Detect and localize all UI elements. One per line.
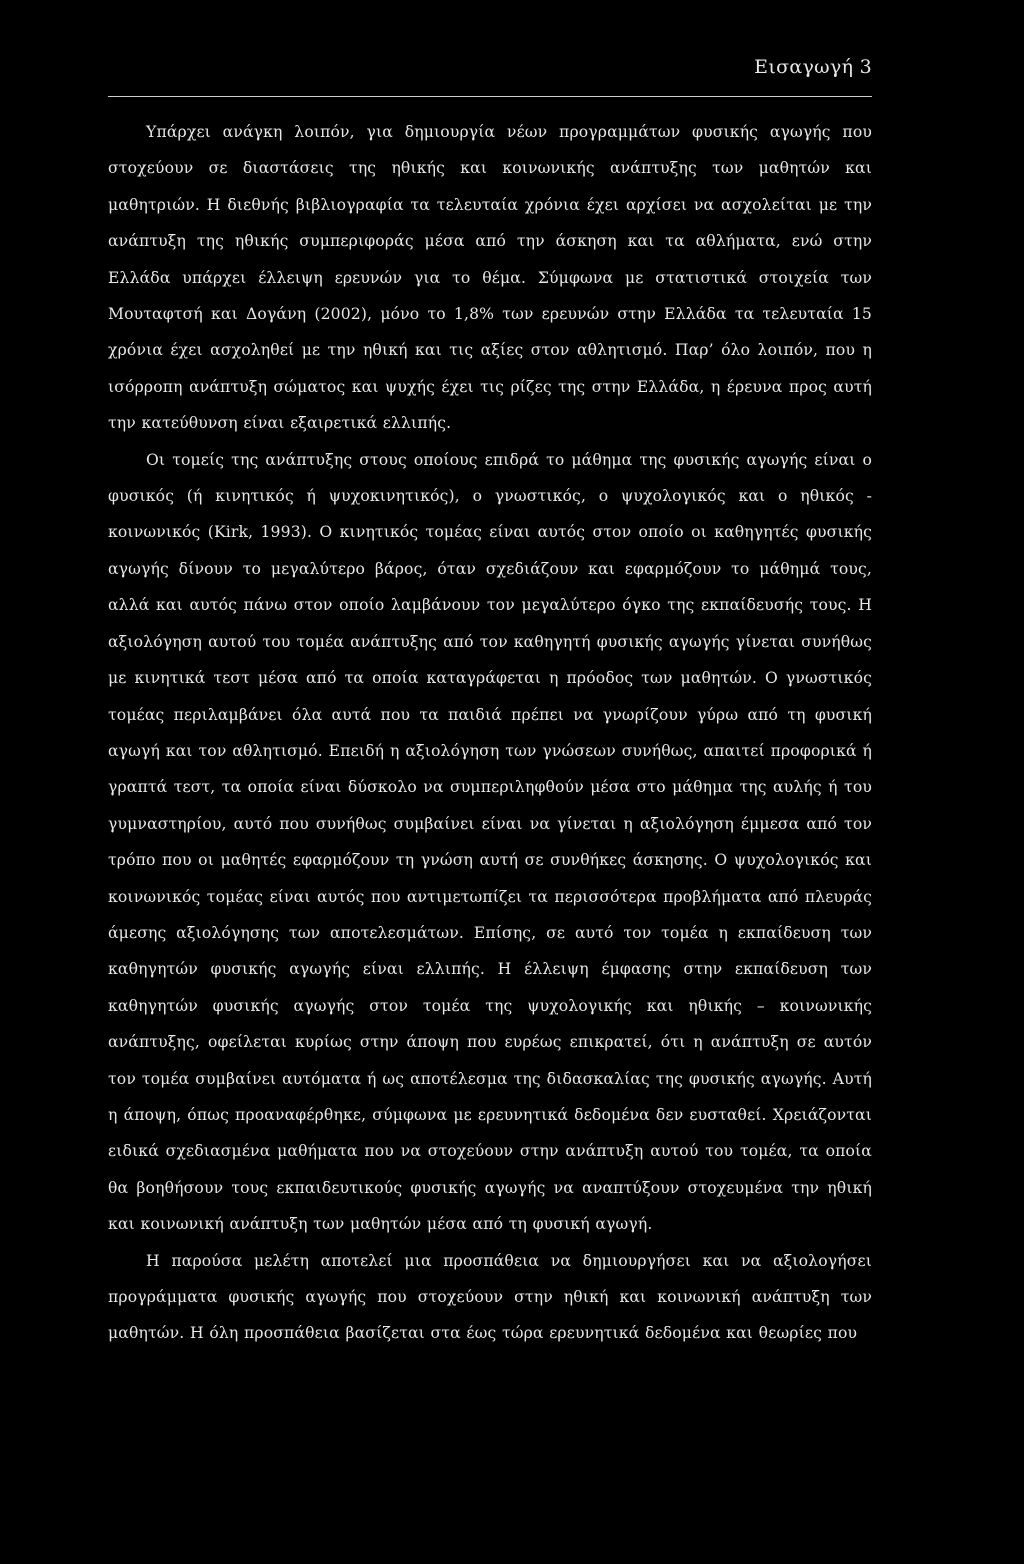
body-text (108, 114, 872, 1352)
paragraph: Υπάρχει ανάγκη λοιπόν, για δημιουργία νέων προγραμμάτων φυσικής αγωγής που στοχεύουν σε διαστάσεις της ηθικής και κοινωνικής ανάπτυξης των μαθητών και μαθητριών. Η διεθνής βιβλιογραφία τα τελευταία χρόνια έχει αρχίσει να ασχολείται με την ανάπτυξη της ηθικής συμπεριφοράς μέσα από την άσκηση και τα αθλήματα, ενώ στην Ελλάδα υπάρχει έλλειψη ερευνών για το θέμα. Σύμφωνα με στατιστικά στοιχεία των Μουταφτσή και Δογάνη (2002), μόνο το 1,8% των ερευνών στην Ελλάδα τα τελευταία 15 χρόνια έχει ασχοληθεί με την ηθική και τις αξίες στον αθλητισμό. Παρ’ όλο λοιπόν, που η ισόρροπη ανάπτυξη σώματος και ψυχής έχει τις ρίζες της στην Ελλάδα, η έρευνα προς αυτή την κατεύθυνση είναι εξαιρετικά ελλιπής. (108, 123, 872, 433)
page-header (108, 56, 872, 90)
paragraph: Οι τομείς της ανάπτυξης στους οποίους επιδρά το μάθημα της φυσικής αγωγής είναι ο φυσικός (ή κινητικός ή ψυχοκινητικός), ο γνωστικός, ο ψυχολογικός και ο ηθικός - κοινωνικός (Kirk, 1993). Ο κινητικός τομέας είναι αυτός στον οποίο οι καθηγητές φυσικής αγωγής δίνουν το μεγαλύτερο βάρος, όταν σχεδιάζουν και εφαρμόζουν το μάθημά τους, αλλά και αυτός πάνω στον οποίο λαμβάνουν τον μεγαλύτερο όγκο της εκπαίδευσής τους. Η αξιολόγηση αυτού του τομέα ανάπτυξης από τον καθηγητή φυσικής αγωγής γίνεται συνήθως με κινητικά τεστ μέσα από τα οποία καταγράφεται η πρόοδος των μαθητών. Ο γνωστικός τομέας περιλαμβάνει όλα αυτά που τα παιδιά πρέπει να γνωρίζουν γύρω από τη φυσική αγωγή και τον αθλητισμό. Επειδή η αξιολόγηση των γνώσεων συνήθως, απαιτεί προφορικά ή γραπτά τεστ, τα οποία είναι δύσκολο να συμπεριληφθούν μέσα στο μάθημα της αυλής ή του γυμναστηρίου, αυτό που συνήθως συμβαίνει είναι να γίνεται η αξιολόγηση έμμεσα από τον τρόπο που οι μαθητές εφαρμόζουν τη γνώση αυτή σε συνθήκες άσκησης. Ο ψυχολογικός και κοινωνικός τομέας είναι αυτός που αντιμετωπίζει τα περισσότερα προβλήματα από πλευράς άμεσης αξιολόγησης των αποτελεσμάτων. Επίσης, σε αυτό τον τομέα η εκπαίδευση των καθηγητών φυσικής αγωγής είναι ελλιπής. Η έλλειψη έμφασης στην εκπαίδευση των καθηγητών φυσικής αγωγής στον τομέα της ψυχολογικής και ηθικής – κοινωνικής ανάπτυξης, οφείλεται κυρίως στην άποψη που ευρέως επικρατεί, ότι η ανάπτυξη σε αυτόν τον τομέα συμβαίνει αυτόματα ή ως αποτέλεσμα της διδασκαλίας της φυσικής αγωγής. Αυτή η άποψη, όπως προαναφέρθηκε, σύμφωνα με ερευνητικά δεδομένα δεν ευσταθεί. Χρειάζονται ειδικά σχεδιασμένα μαθήματα που να στοχεύουν στην ανάπτυξη αυτού του τομέα, τα οποία θα βοηθήσουν τους εκπαιδευτικούς φυσικής αγωγής να αναπτύξουν στοχευμένα την ηθική και κοινωνική ανάπτυξη των μαθητών μέσα από τη φυσική αγωγή. (108, 450, 872, 1234)
paragraph: Η παρούσα μελέτη αποτελεί μια προσπάθεια να δημιουργήσει και να αξιολογήσει προγράμματα φυσικής αγωγής που στοχεύουν στην ηθική και κοινωνική ανάπτυξη των μαθητών. Η όλη προσπάθεια βασίζεται στα έως τώρα ερευνητικά δεδομένα και θεωρίες που (108, 1251, 872, 1343)
header-rule (108, 96, 872, 97)
running-title: Εισαγωγή 3 (754, 56, 872, 78)
